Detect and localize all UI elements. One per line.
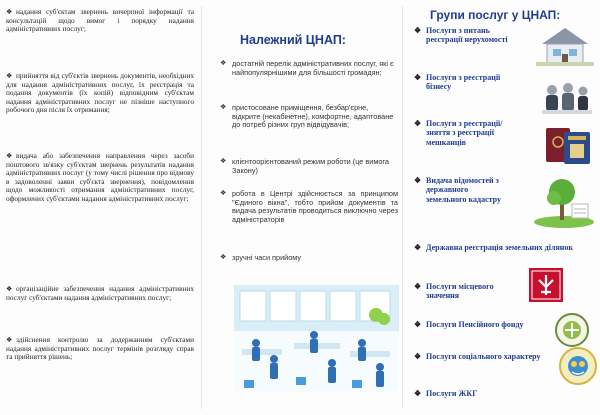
- list-item-text: Послуги ЖКГ: [426, 389, 478, 398]
- diamond-bullet-icon: ❖: [220, 60, 227, 67]
- column-divider: [402, 6, 403, 409]
- list-item-text: пристосоване приміщення, безбар'єрне, відкрите (некабінетне), комфортне, адаптоване до потреб різних груп відвідувачів;: [232, 103, 394, 130]
- diamond-bullet-icon: ❖: [414, 119, 422, 128]
- list-item: [414, 352, 556, 361]
- list-item-text: достатній перелік адміністративних послуг, які є найпопулярнішими для більшості громадян;: [232, 59, 394, 77]
- list-item: [6, 72, 194, 115]
- list-item: [414, 176, 504, 204]
- diamond-bullet-icon: ❖: [414, 282, 422, 291]
- list-item: [6, 285, 194, 302]
- diamond-bullet-icon: ❖: [414, 73, 422, 82]
- column-proper-cnap: [204, 0, 400, 415]
- list-item-text: видача або забезпечення направлення через засоби поштового зв'язку суб'єктам звернень результатів надання адміністративних послуг (у тому числі рішення про відмову в задоволенні заяви суб'єкта звернення), повідомлення щодо можливості отримання адміністративних послуг, оформлених суб'єктами надання адміністративних послуг;: [6, 151, 194, 203]
- column-title: Належний ЦНАП:: [240, 33, 346, 47]
- list-item-text: прийняття від суб'єктів звернень документів, необхідних для надання адміністративних послуг, їх реєстрація та подання документів (їх копій) відповідним суб'єктам надання адміністративних послуг не пізніше наступного робочого дня після їх отримання;: [6, 71, 194, 115]
- diamond-bullet-icon: ❖: [414, 352, 422, 361]
- column-service-groups: [404, 0, 600, 415]
- list-item: [414, 282, 526, 301]
- diamond-bullet-icon: ❖: [6, 72, 13, 80]
- list-item: [414, 243, 594, 252]
- list-item: [6, 152, 194, 204]
- list-item-text: зручні часи прийому: [232, 253, 302, 262]
- list-item-text: Послуги Пенсійного фонду: [426, 320, 524, 329]
- business-people-icon: [538, 82, 594, 116]
- diamond-bullet-icon: ❖: [6, 8, 13, 16]
- list-item: [414, 320, 556, 329]
- list-item-text: Послуги соціального характеру: [426, 352, 541, 361]
- list-item-text: організаційне забезпечення надання адміністративних послуг суб'єктами надання адміністративних послуг;: [6, 284, 194, 302]
- passport-icon: [544, 124, 594, 168]
- diamond-bullet-icon: ❖: [220, 254, 227, 261]
- list-item-text: Видача відомостей з державного земельного кадастру: [426, 176, 501, 204]
- diamond-bullet-icon: ❖: [6, 152, 13, 160]
- list-item-text: Послуги з реєстрації бізнесу: [426, 73, 501, 92]
- column-functions: [0, 0, 198, 415]
- list-item: [220, 189, 398, 224]
- list-item-text: клієнтоорієнтований режим роботи (це вимога Закону): [232, 157, 389, 175]
- diamond-bullet-icon: ❖: [6, 336, 13, 344]
- list-item-text: Послуги з реєстрації/зняття з реєстрації мешканців: [426, 119, 503, 147]
- diamond-bullet-icon: ❖: [6, 285, 13, 293]
- list-item: [6, 336, 194, 362]
- diamond-bullet-icon: ❖: [414, 389, 422, 398]
- list-item: [414, 26, 516, 45]
- list-item: [220, 157, 398, 175]
- list-item-text: робота в Центрі здійснюється за принципом "Єдиного вікна", тобто прийом документів та видача результатів проводиться виключно через адміністраторів: [232, 189, 398, 224]
- office-illustration: [234, 285, 399, 393]
- social-services-emblem-icon: [558, 346, 598, 386]
- diamond-bullet-icon: ❖: [414, 176, 422, 185]
- list-item: [414, 119, 516, 147]
- house-icon: [536, 24, 594, 66]
- list-item: [220, 59, 398, 77]
- column-divider: [201, 6, 202, 409]
- diamond-bullet-icon: ❖: [414, 243, 422, 252]
- list-item: [414, 73, 516, 92]
- diamond-bullet-icon: ❖: [414, 320, 422, 329]
- list-item: [220, 253, 398, 263]
- diamond-bullet-icon: ❖: [220, 158, 227, 165]
- diamond-bullet-icon: ❖: [220, 190, 227, 197]
- list-item-text: надання суб'єктам звернень вичерпної інформації та консультацій щодо вимог і порядку надання адміністративних послуг;: [6, 7, 194, 34]
- list-item: [414, 389, 526, 398]
- local-emblem-flag-icon: [529, 268, 563, 302]
- list-item: [6, 8, 194, 34]
- list-item-text: Послуги з питань реєстрації нерухомості: [426, 26, 508, 45]
- list-item: [220, 103, 398, 130]
- diamond-bullet-icon: ❖: [414, 26, 422, 35]
- diamond-bullet-icon: ❖: [220, 104, 227, 111]
- list-item-text: здійснення контролю за додержанням суб'єктами надання адміністративних послуг термінів розгляду справ та прийняття рішень;: [6, 335, 194, 362]
- column-title: Групи послуг у ЦНАП:: [430, 8, 561, 22]
- list-item-text: Послуги місцевого значення: [426, 282, 494, 301]
- land-tree-icon: [534, 176, 594, 228]
- list-item-text: Державна реєстрація земельних ділянок: [426, 243, 573, 252]
- pension-fund-emblem-icon: [554, 312, 590, 348]
